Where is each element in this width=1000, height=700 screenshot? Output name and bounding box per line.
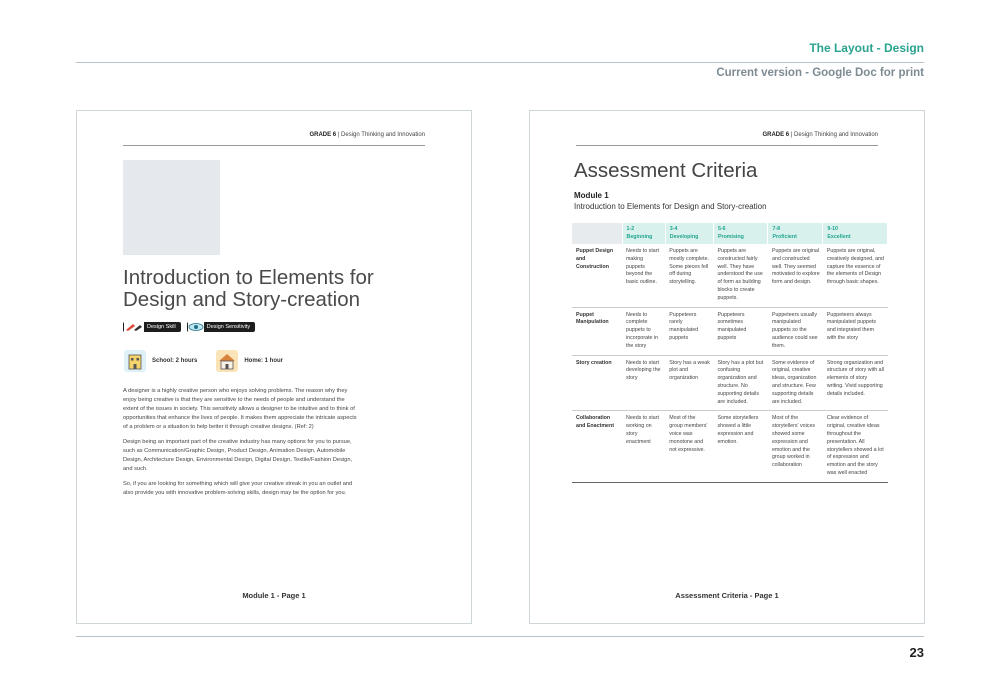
level-name: Developing <box>669 233 699 240</box>
eye-icon <box>188 322 204 332</box>
assessment-table <box>572 223 888 483</box>
page-header-rule <box>576 145 878 146</box>
table-cell: Puppets are original and constructed well. They seemed motivated to explore form and design. <box>768 244 823 307</box>
module-subtitle: Introduction to Elements for Design and Story-creation <box>574 202 767 211</box>
image-placeholder <box>123 160 220 255</box>
level-header <box>665 223 713 244</box>
level-header <box>713 223 767 244</box>
table-row <box>572 244 888 307</box>
home-icon <box>215 349 239 373</box>
page-header <box>762 132 878 138</box>
school-time-label: School: 2 hours <box>152 358 198 364</box>
criterion-label: Puppet Design and Construction <box>572 244 622 307</box>
page-header-rule <box>123 145 425 146</box>
level-name: Excellent <box>827 233 851 240</box>
level-range: 1-2 <box>626 226 635 232</box>
level-header <box>622 223 665 244</box>
paragraph: Design being an important part of the creative industry has many options for you to pursue, such as Communication/Graphic Design, Product Design, Animation Design, Automobile Design, Architecture Design, Environmental Design, Digital Design, Textile/Fashion Design, and such. <box>123 439 353 472</box>
table-row <box>572 355 888 411</box>
table-corner <box>572 223 622 244</box>
page-title: Introduction to Elements for Design and Story-creation <box>123 266 374 311</box>
school-icon <box>123 349 147 373</box>
page-title: Assessment Criteria <box>574 159 758 182</box>
level-header <box>823 223 888 244</box>
level-name: Promising <box>717 233 744 240</box>
skill-label: Design Skill <box>147 324 176 330</box>
right-page <box>529 110 925 624</box>
level-range: 9-10 <box>827 226 838 232</box>
table-cell: Story has a plot but confusing organization and structure. No supporting details are included. <box>713 355 767 411</box>
level-name: Proficient <box>772 233 797 240</box>
table-cell: Strong organization and structure of story with all elements of story writing. Vivid supporting details included. <box>823 355 888 411</box>
table-cell: Puppeteers usually manipulated puppets so the audience could see them. <box>768 307 823 355</box>
page-footer: Module 1 - Page 1 <box>242 591 306 600</box>
table-row <box>572 411 888 482</box>
table-cell: Some evidence of original, creative ideas, organization and structure. Few supporting details are included. <box>768 355 823 411</box>
grade-label: GRADE 6 <box>309 132 337 138</box>
subject-label: Design Thinking and Innovation <box>341 132 425 138</box>
body-text <box>123 387 359 504</box>
table-cell: Puppeteers always manipulated puppets and integrated them with the story <box>823 307 888 355</box>
design-skill-icon <box>124 322 144 332</box>
grade-label: GRADE 6 <box>762 132 790 138</box>
document-title: The Layout - Design <box>809 41 924 55</box>
paragraph: A designer is a highly creative person who enjoys solving problems. The reason why they enjoy being creative is that they are sensitive to the needs of people and understand the extent of the issues in society. This sensitivity allows a designer to be intuitive and to think of opportunities that enhance the lives of people. It makes them appreciate the intricate aspects of a problem or a situation to help better it through creative designs. (Ref: 2) <box>123 388 357 430</box>
subject-label: Design Thinking and Innovation <box>794 132 878 138</box>
time-info <box>123 349 301 373</box>
criterion-label: Collaboration and Enactment <box>572 411 622 482</box>
table-cell: Needs to complete puppets to incorporate in the story <box>622 307 665 355</box>
level-range: 3-4 <box>669 226 678 232</box>
skill-tags <box>123 322 255 332</box>
criterion-label: Story creation <box>572 355 622 411</box>
page-footer: Assessment Criteria - Page 1 <box>675 591 779 600</box>
level-name: Beginning <box>626 233 653 240</box>
table-cell: Needs to start working on story enactment <box>622 411 665 482</box>
footer-divider <box>76 636 924 637</box>
table-row <box>572 307 888 355</box>
table-cell: Puppets are original, creatively designed, and capture the essence of the elements of Design through basic shapes. <box>823 244 888 307</box>
document-subtitle: Current version - Google Doc for print <box>716 67 924 79</box>
header-divider <box>76 62 924 63</box>
table-cell: Most of the storytellers' voices showed some expression and emotion and the group worked in collaboration <box>768 411 823 482</box>
skill-label: Design Sensitivity <box>206 324 251 330</box>
table-cell: Puppeteers sometimes manipulated puppets <box>713 307 767 355</box>
page-number: 23 <box>909 645 924 660</box>
table-cell: Needs to start developing the story <box>622 355 665 411</box>
table-cell: Most of the group members' voice was monotone and not expressive. <box>665 411 713 482</box>
level-range: 7-8 <box>772 226 781 232</box>
table-cell: Story has a weak plot and organization <box>665 355 713 411</box>
header-separator: | <box>337 132 340 138</box>
skill-tag <box>187 322 255 332</box>
paragraph: So, if you are looking for something which will give your creative streak in you an outlet and also provide you with innovative problem-solving skills, design may be the option for you. <box>123 481 353 497</box>
table-cell: Puppets are mostly complete. Some pieces fell off during storytelling. <box>665 244 713 307</box>
header-separator: | <box>790 132 793 138</box>
table-cell: Clear evidence of original, creative ideas throughout the presentation. All storytellers showed a lot of expression and emotion and the story was well enacted <box>823 411 888 482</box>
level-range: 5-6 <box>717 226 726 232</box>
page-header <box>309 132 425 138</box>
table-cell: Some storytellers showed a little expression and emotion. <box>713 411 767 482</box>
table-header-row <box>572 223 888 244</box>
module-label: Module 1 <box>574 191 609 200</box>
skill-tag <box>123 322 181 332</box>
criterion-label: Puppet Manipulation <box>572 307 622 355</box>
table-cell: Puppets are constructed fairly well. They have understood the use of form as building blocks to create puppets. <box>713 244 767 307</box>
table-cell: Puppeteers rarely manipulated puppets <box>665 307 713 355</box>
left-page <box>76 110 472 624</box>
home-time <box>215 349 283 373</box>
table-cell: Needs to start making puppets beyond the basic outline. <box>622 244 665 307</box>
school-time <box>123 349 197 373</box>
home-time-label: Home: 1 hour <box>244 358 284 364</box>
level-header <box>768 223 823 244</box>
